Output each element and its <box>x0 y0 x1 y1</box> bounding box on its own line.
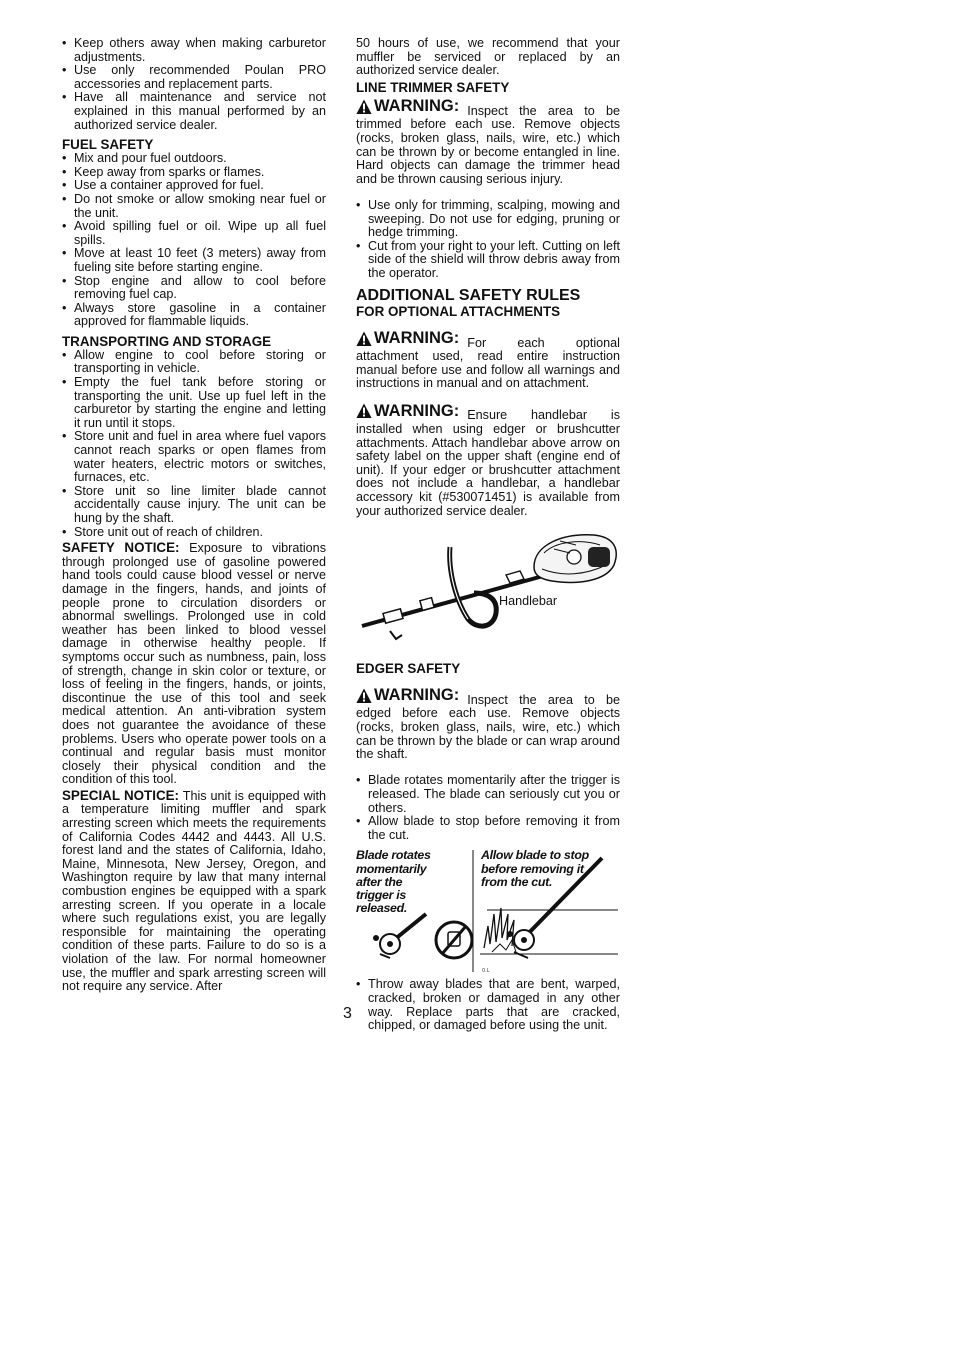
list-item: • Empty the fuel tank before storing or transporting the unit. Use up fuel left in the carburetor by starting the engine and letting it run until it stops. <box>62 376 326 430</box>
caption-line: Blade rotates <box>356 848 431 863</box>
list-item: • Store unit so line limiter blade cannot accidentally cause injury. The unit can be hung by the shaft. <box>62 485 326 526</box>
list-item: • Have all maintenance and service not explained in this manual performed by an authorized service dealer. <box>62 91 326 132</box>
caption-line: momentarily <box>356 861 427 876</box>
list-item: • Use only for trimming, scalping, mowing and sweeping. Do not use for edging, pruning or hedge trimming. <box>356 199 620 240</box>
warning-triangle-icon <box>356 688 372 704</box>
caption-line: Allow blade to stop <box>481 848 589 863</box>
list-item: • Keep others away when making carburetor adjustments. <box>62 37 326 64</box>
right-column <box>356 37 620 1033</box>
list-item: • Mix and pour fuel outdoors. <box>62 152 326 166</box>
fuel-safety-list <box>62 152 326 329</box>
list-item: • Allow engine to cool before storing or transporting in vehicle. <box>62 349 326 376</box>
list-item: • Do not smoke or allow smoking near fuel or the unit. <box>62 193 326 220</box>
caption-line: released. <box>356 901 408 916</box>
warning-text: Inspect the area to be edged before each use. Remove objects (rocks, broken glass, nails, wire, etc.) which can be thrown by the blade or can wrap around the shaft. <box>356 692 620 762</box>
warning-label: WARNING: <box>374 96 460 115</box>
caption-line: before removing it <box>481 861 584 876</box>
muffler-continuation: 50 hours of use, we recommend that your muffler be serviced or replaced by an authorized service dealer. <box>356 36 620 78</box>
list-item: • Keep away from sparks or flames. <box>62 166 326 180</box>
edger-list <box>356 774 620 842</box>
warning-heading <box>356 403 459 419</box>
warning-heading <box>356 328 460 347</box>
top-bullet-list <box>62 37 326 132</box>
safety-notice-label: SAFETY NOTICE: <box>62 540 180 556</box>
edger-right-caption <box>481 849 589 889</box>
handlebar-warning <box>356 403 620 518</box>
optional-attachments-subtitle: FOR OPTIONAL ATTACHMENTS <box>356 303 561 319</box>
trimmer-handlebar-illustration <box>356 531 620 651</box>
additional-safety-title: ADDITIONAL SAFETY RULES <box>356 286 581 304</box>
list-item: • Avoid spilling fuel or oil. Wipe up all fuel spills. <box>62 220 326 247</box>
safety-notice-paragraph <box>62 541 326 787</box>
warning-label: WARNING: <box>374 328 460 347</box>
list-item: • Allow blade to stop before removing it from the cut. <box>356 815 620 842</box>
warning-label: WARNING: <box>374 401 460 420</box>
edger-left-caption <box>356 849 431 915</box>
warning-triangle-icon <box>356 331 372 347</box>
attachment-warning <box>356 328 620 391</box>
svg-text:0.L: 0.L <box>482 968 490 975</box>
list-item: • Use a container approved for fuel. <box>62 179 326 193</box>
special-notice-paragraph <box>62 789 326 994</box>
left-column <box>62 37 326 994</box>
edger-warning <box>356 688 620 762</box>
list-item: • Use only recommended Poulan PRO accessories and replacement parts. <box>62 64 326 91</box>
warning-text: Inspect the area to be trimmed before each use. Remove objects (rocks, broken glass, nails, wire, etc.) which can be thrown by or become entangled in line. Hard objects can damage the trimmer head and be thrown causing serious injury. <box>356 103 620 186</box>
warning-text: For each optional attachment used, read entire instruction manual before use and follow all warnings and instructions in manual and on attachment. <box>356 335 620 391</box>
special-notice-label: SPECIAL NOTICE: <box>62 787 180 803</box>
handlebar-figure <box>356 531 620 651</box>
warning-triangle-icon <box>356 403 372 419</box>
caption-line: trigger is <box>356 887 407 902</box>
warning-label: WARNING: <box>374 686 460 705</box>
list-item: • Store unit out of reach of children. <box>62 526 326 540</box>
caption-line: from the cut. <box>481 874 553 889</box>
fuel-safety-heading: FUEL SAFETY <box>62 137 154 153</box>
special-notice-text: This unit is equipped with a temperature limiting muffler and spark arresting screen which meets the requirements of California Codes 4442 and 4443. All U.S. forest land and the states of California, Idaho, Maine, Minnesota, New Jersey, Oregon, and Washington require by law that many internal combustion engines be equipped with a spark arresting screen. If you operate in a locale where such regulations exist, you are legally responsible for maintaining the operating condition of these parts. Failure to do so is a violation of the law. For normal homeowner use, the muffler and spark arresting screen will not require any service. After <box>62 788 327 994</box>
list-item: • Throw away blades that are bent, warped, cracked, broken or damaged in any other way. Replace parts that are cracked, chipped, or damaged before using the unit. <box>356 978 620 1032</box>
warning-triangle-icon <box>356 99 372 115</box>
list-item: • Blade rotates momentarily after the trigger is released. The blade can seriously cut you or others. <box>356 774 620 815</box>
list-item: • Store unit and fuel in area where fuel vapors cannot reach sparks or open flames from water heaters, electric motors or switches, furnaces, etc. <box>62 430 326 484</box>
warning-text: Ensure handlebar is installed when using edger or brushcutter attachments. Attach handlebar above arrow on safety label on the upper shaft (engine end of unit). If your edger or brushcutter attachment does not include a handlebar, a handlebar accessory kit (#530071451) is available from your authorized service dealer. <box>356 408 620 518</box>
list-item: • Move at least 10 feet (3 meters) away from fueling site before starting engine. <box>62 247 326 274</box>
handlebar-label: Handlebar <box>499 593 558 608</box>
edger-safety-heading: EDGER SAFETY <box>356 660 461 676</box>
list-item: • Always store gasoline in a container approved for flammable liquids. <box>62 302 326 329</box>
transport-storage-heading: TRANSPORTING AND STORAGE <box>62 333 272 349</box>
trimmer-warning <box>356 96 620 187</box>
safety-notice-text: Exposure to vibrations through prolonged use of gasoline powered hand tools could cause blood vessel or nerve damage in the fingers, hands, and joints of people prone to circulation disorders or abnormal swellings. Prolonged use in cold weather has been linked to blood vessel damage in otherwise healthy people. If symptoms occur such as numbness, pain, loss of strength, change in skin color or texture, or loss of feeling in the fingers, hands, or joints, discontinue the use of this tool and seek medical attention. An anti-vibration system does not guarantee the avoidance of these problems. Users who operate power tools on a continual and regular basis must monitor closely their physical condition and the condition of this tool. <box>62 541 326 787</box>
list-item: • Cut from your right to your left. Cutting on left side of the shield will throw debris away from the operator. <box>356 240 620 281</box>
list-item: • Stop engine and allow to cool before removing fuel cap. <box>62 275 326 302</box>
blade-disposal-list <box>356 978 620 1032</box>
trimmer-list <box>356 199 620 281</box>
line-trimmer-heading: LINE TRIMMER SAFETY <box>356 79 510 95</box>
page-number: 3 <box>343 1005 352 1022</box>
transport-storage-list <box>62 349 326 539</box>
warning-heading <box>356 96 460 115</box>
edger-figure <box>356 848 620 974</box>
caption-line: after the <box>356 874 403 889</box>
warning-heading <box>356 688 459 704</box>
